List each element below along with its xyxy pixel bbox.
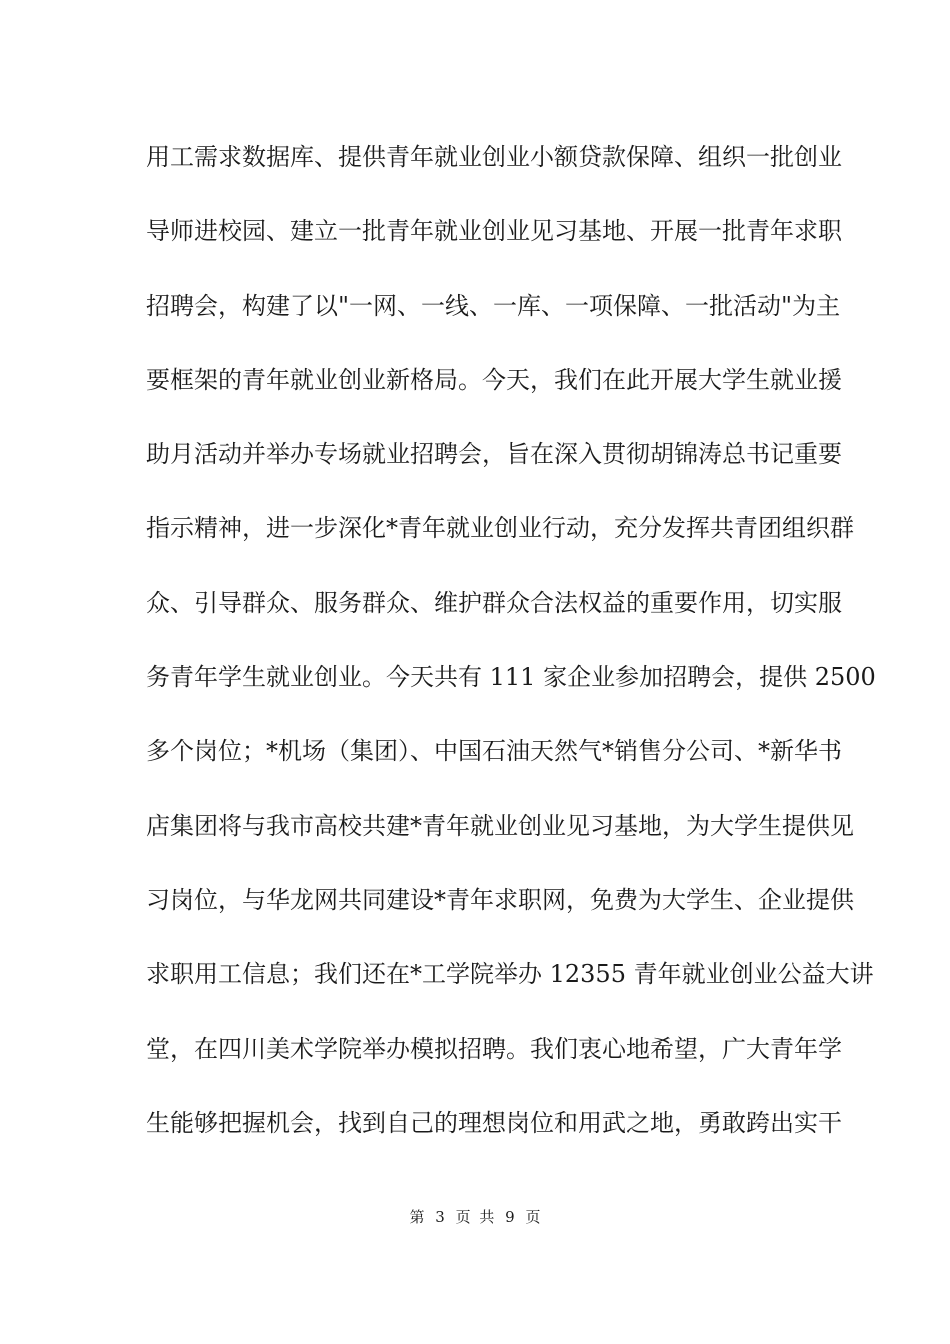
text-line: 求职用工信息；我们还在*工学院举办 12355 青年就业创业公益大讲 <box>146 960 874 989</box>
text-line: 导师进校园、建立一批青年就业创业见习基地、开展一批青年求职 <box>146 217 842 246</box>
text-line: 店集团将与我市高校共建*青年就业创业见习基地，为大学生提供见 <box>146 811 854 840</box>
text-line: 用工需求数据库、提供青年就业创业小额贷款保障、组织一批创业 <box>146 143 842 171</box>
text-line: 招聘会，构建了以"一网、一线、一库、一项保障、一批活动"为主 <box>146 291 841 320</box>
page-number-middle: 页 共 <box>455 1208 495 1226</box>
text-line: 习岗位，与华龙网共同建设*青年求职网，免费为大学生、企业提供 <box>146 885 854 914</box>
text-line: 多个岗位；*机场（集团）、中国石油天然气*销售分公司、*新华书 <box>146 737 842 766</box>
current-page-number: 3 <box>435 1208 445 1226</box>
text-line: 务青年学生就业创业。今天共有 111 家企业参加招聘会，提供 2500 <box>146 663 876 692</box>
text-line: 生能够把握机会，找到自己的理想岗位和用武之地，勇敢跨出实干 <box>146 1108 842 1137</box>
page-number-prefix: 第 <box>409 1208 425 1226</box>
page-footer <box>0 1206 950 1227</box>
text-line: 堂，在四川美术学院举办模拟招聘。我们衷心地希望，广大青年学 <box>146 1034 842 1063</box>
total-page-number: 9 <box>505 1208 515 1226</box>
text-line: 助月活动并举办专场就业招聘会，旨在深入贯彻胡锦涛总书记重要 <box>146 440 842 469</box>
page-number-suffix: 页 <box>525 1208 541 1226</box>
text-line: 要框架的青年就业创业新格局。今天，我们在此开展大学生就业援 <box>146 365 842 394</box>
body-text <box>146 131 876 1171</box>
text-line: 指示精神，进一步深化*青年就业创业行动，充分发挥共青团组织群 <box>146 514 854 543</box>
text-line: 众、引导群众、服务群众、维护群众合法权益的重要作用，切实服 <box>146 588 842 617</box>
